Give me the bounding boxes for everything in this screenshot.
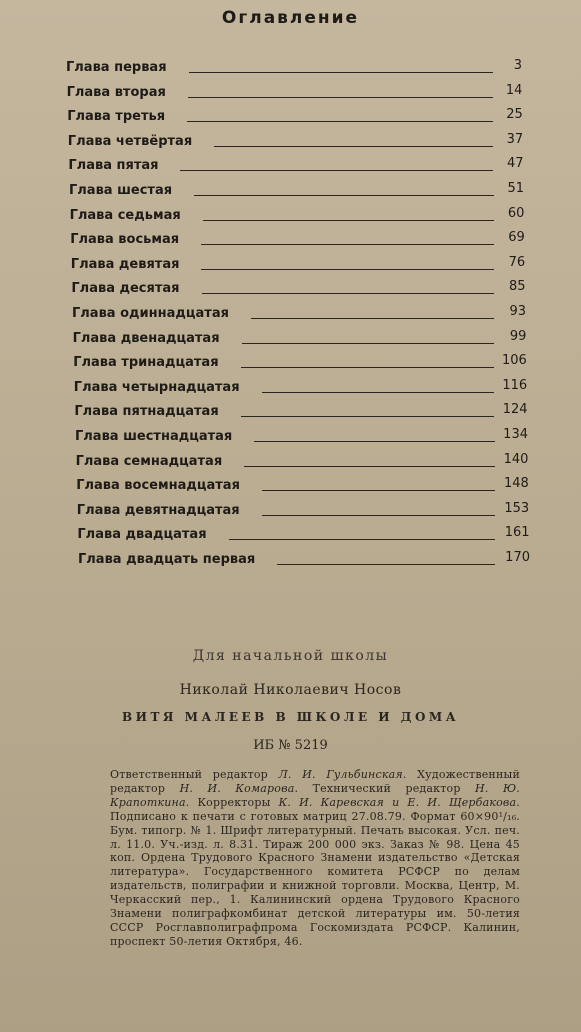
toc-leader-line [203, 220, 494, 221]
toc-entry [76, 473, 529, 497]
toc-page-number: 124 [502, 402, 528, 418]
toc-entry [67, 104, 525, 128]
toc-page-number: 153 [504, 500, 530, 516]
toc-entry [72, 301, 525, 325]
toc-entry [75, 449, 529, 473]
toc-entry [75, 424, 528, 448]
toc-leader-line [214, 146, 493, 147]
toc-page-number: 14 [505, 82, 523, 98]
toc-chapter-label: Глава третья [67, 109, 166, 125]
toc-page-number: 93 [509, 304, 526, 319]
toc-leader-line [262, 515, 495, 516]
series-label: Для начальной школы [192, 648, 389, 664]
toc-page-number: 25 [506, 107, 523, 123]
toc-chapter-label: Глава восемнадцатая [76, 478, 240, 494]
page-title: Оглавление [221, 8, 360, 28]
toc-chapter-label: Глава шестнадцатая [75, 429, 233, 444]
toc-chapter-label: Глава пятнадцатая [74, 404, 219, 420]
toc-leader-line [180, 170, 493, 171]
toc-leader-line [188, 97, 493, 98]
art-editor: Н. И. Комарова [179, 781, 295, 795]
toc-entry [76, 498, 530, 522]
toc-page-number: 170 [505, 550, 530, 565]
toc-leader-line [262, 392, 495, 393]
credits-text: . Подписано к печати с готовых матриц 27.08.79. Формат 60×90¹/₁₆. Бум. типогр. № 1. Шрифт литературный. Печать высокая. Усл. печ. л. 11.0. Уч.-изд. л. 8.31. Тираж 200 000 экз. Заказ № 98. Цена 45 коп. Ордена Трудового Красного Знамени издательство «Детская литература». Государственного комитета РСФСР по делам издательств, полиграфии и книжной торговли. Москва, Центр, М. Черкасский пер., 1. Калининский ордена Трудового Красного Знамени полиграфкомбинат детской литературы им. 50-летия СССР Росглавполиграфпрома Госкомиздата РСФСР. Калинин, проспект 50-летия Октября, 46. [110, 795, 520, 948]
toc-page-number: 140 [503, 451, 529, 467]
toc-leader-line [202, 293, 494, 294]
toc-entry [78, 547, 530, 571]
toc-chapter-label: Глава пятая [68, 158, 159, 174]
toc-entry [70, 227, 525, 251]
toc-leader-line [201, 244, 494, 245]
toc-chapter-label: Глава двенадцатая [72, 330, 220, 346]
toc-page-number: 69 [508, 230, 525, 246]
toc-entry [74, 399, 528, 423]
toc-entry [70, 203, 525, 227]
toc-chapter-label: Глава четырнадцатая [73, 379, 240, 395]
toc-chapter-label: Глава двадцать первая [78, 552, 256, 567]
toc-leader-line [201, 269, 493, 270]
author-name: Николай Николаевич Носов [179, 682, 402, 698]
credits-text: . Технический редактор [294, 781, 476, 795]
toc-page-number: 60 [507, 205, 525, 221]
toc-leader-line [242, 343, 495, 344]
toc-page-number: 99 [509, 328, 527, 344]
credits-text: . Корректоры [185, 795, 279, 809]
toc-page-number: 37 [506, 131, 524, 147]
toc-leader-line [241, 367, 495, 368]
toc-leader-line [277, 564, 495, 565]
toc-leader-line [194, 195, 493, 196]
toc-leader-line [251, 318, 494, 319]
toc-entry [68, 129, 525, 153]
toc-entry [68, 153, 525, 177]
toc-chapter-label: Глава первая [66, 60, 167, 75]
toc-entry [69, 178, 525, 202]
toc-chapter-label: Глава девятая [70, 256, 180, 272]
toc-page-number: 116 [502, 377, 528, 393]
toc-chapter-label: Глава седьмая [69, 207, 181, 223]
toc-entry [77, 522, 530, 546]
toc-chapter-label: Глава шестая [69, 183, 173, 198]
toc-chapter-label: Глава тринадцатая [73, 355, 219, 371]
credits-text: Ответственный редактор [110, 768, 279, 781]
toc-chapter-label: Глава восьмая [70, 232, 180, 248]
toc-chapter-label: Глава девятнадцатая [76, 502, 240, 518]
toc-entry [71, 252, 525, 276]
toc-leader-line [189, 72, 493, 73]
toc-page-number: 134 [503, 427, 528, 442]
toc-chapter-label: Глава вторая [66, 84, 166, 100]
toc-leader-line [229, 539, 495, 540]
toc-page-number: 148 [503, 476, 529, 492]
toc-chapter-label: Глава двадцатая [77, 527, 207, 543]
toc-entry [67, 80, 525, 104]
technical-editor: Н. Ю. Крапоткина [110, 781, 520, 809]
book-title: ВИТЯ МАЛЕЕВ В ШКОЛЕ И ДОМА [122, 710, 459, 724]
toc-chapter-label: Глава одиннадцатая [72, 306, 229, 321]
toc-entry [71, 276, 525, 300]
toc-entry [73, 350, 525, 374]
toc-page-number: 161 [504, 525, 530, 541]
toc-entry [66, 55, 525, 79]
toc-page-number: 51 [507, 181, 524, 196]
responsible-editor: Л. И. Гульбинская [278, 768, 403, 781]
ib-number: ИБ № 5219 [253, 738, 328, 753]
toc-page-number: 85 [509, 279, 526, 295]
toc-leader-line [241, 416, 495, 417]
toc-leader-line [254, 441, 494, 442]
toc-chapter-label: Глава семнадцатая [75, 453, 223, 469]
toc-page-number: 106 [501, 353, 527, 369]
toc-leader-line [262, 490, 495, 491]
toc-entry [73, 375, 528, 399]
toc-chapter-label: Глава четвёртая [67, 133, 193, 149]
toc-chapter-label: Глава десятая [71, 281, 180, 297]
toc-page-number: 3 [513, 58, 522, 73]
toc-leader-line [187, 121, 493, 122]
toc-page-number: 47 [507, 156, 524, 172]
toc-page-number: 76 [508, 254, 526, 270]
credits-text: . Художественный редактор [110, 768, 520, 795]
proofreaders: К. И. Каревская и Е. И. Щербакова [278, 795, 517, 809]
toc-entry [73, 326, 525, 350]
publication-credits [110, 768, 520, 949]
toc-leader-line [244, 466, 494, 467]
